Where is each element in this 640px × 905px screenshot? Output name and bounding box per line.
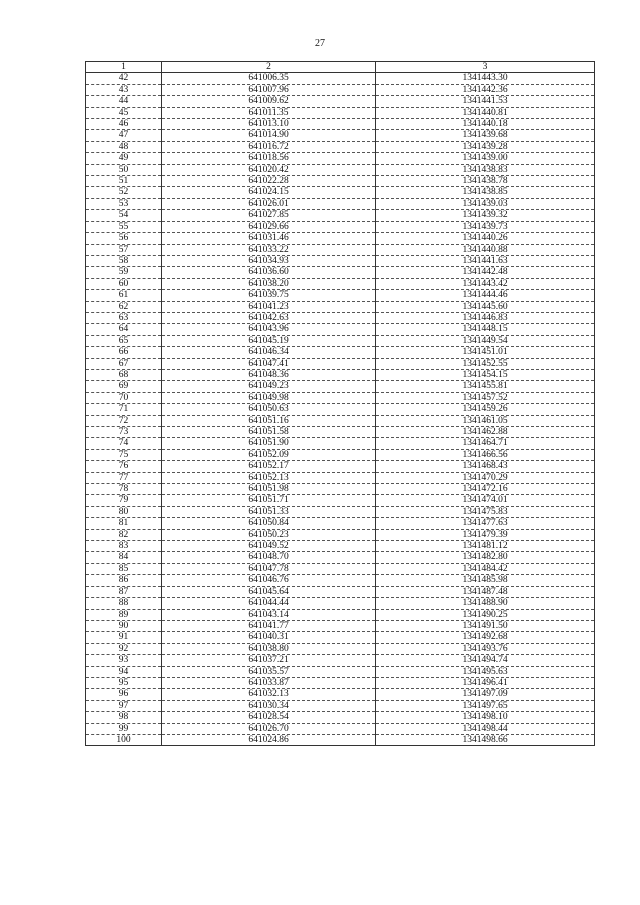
cell-point-number: 81 xyxy=(86,518,162,529)
cell-y-coordinate: 1341498.10 xyxy=(376,712,595,723)
cell-y-coordinate: 1341439.03 xyxy=(376,198,595,209)
cell-y-coordinate: 1341439.68 xyxy=(376,130,595,141)
cell-point-number: 47 xyxy=(86,130,162,141)
table-row xyxy=(86,632,595,643)
cell-point-number: 83 xyxy=(86,541,162,552)
table-row xyxy=(86,586,595,597)
cell-x-coordinate: 641051.58 xyxy=(162,427,376,438)
cell-x-coordinate: 641051.98 xyxy=(162,484,376,495)
cell-x-coordinate: 641032.13 xyxy=(162,689,376,700)
table-row xyxy=(86,643,595,654)
cell-point-number: 90 xyxy=(86,620,162,631)
cell-y-coordinate: 1341448.15 xyxy=(376,324,595,335)
cell-x-coordinate: 641047.78 xyxy=(162,563,376,574)
table-row xyxy=(86,301,595,312)
cell-point-number: 84 xyxy=(86,552,162,563)
table-row xyxy=(86,723,595,734)
cell-point-number: 55 xyxy=(86,221,162,232)
cell-y-coordinate: 1341452.55 xyxy=(376,358,595,369)
cell-point-number: 42 xyxy=(86,73,162,84)
cell-point-number: 86 xyxy=(86,575,162,586)
table-row xyxy=(86,415,595,426)
cell-y-coordinate: 1341440.81 xyxy=(376,107,595,118)
cell-point-number: 63 xyxy=(86,312,162,323)
cell-point-number: 76 xyxy=(86,461,162,472)
cell-point-number: 88 xyxy=(86,598,162,609)
cell-y-coordinate: 1341466.56 xyxy=(376,449,595,460)
cell-x-coordinate: 641051.90 xyxy=(162,438,376,449)
cell-y-coordinate: 1341438.83 xyxy=(376,164,595,175)
cell-x-coordinate: 641043.14 xyxy=(162,609,376,620)
table-row xyxy=(86,404,595,415)
cell-point-number: 46 xyxy=(86,119,162,130)
cell-x-coordinate: 641007.96 xyxy=(162,84,376,95)
table-row xyxy=(86,198,595,209)
cell-x-coordinate: 641016.72 xyxy=(162,141,376,152)
cell-x-coordinate: 641031.46 xyxy=(162,233,376,244)
cell-x-coordinate: 641046.76 xyxy=(162,575,376,586)
cell-x-coordinate: 641033.22 xyxy=(162,244,376,255)
cell-y-coordinate: 1341445.60 xyxy=(376,301,595,312)
cell-y-coordinate: 1341498.44 xyxy=(376,723,595,734)
table-row xyxy=(86,518,595,529)
cell-point-number: 65 xyxy=(86,335,162,346)
cell-y-coordinate: 1341440.26 xyxy=(376,233,595,244)
table-row xyxy=(86,347,595,358)
cell-point-number: 51 xyxy=(86,176,162,187)
cell-point-number: 66 xyxy=(86,347,162,358)
cell-point-number: 82 xyxy=(86,529,162,540)
cell-point-number: 70 xyxy=(86,392,162,403)
cell-x-coordinate: 641052.17 xyxy=(162,461,376,472)
cell-y-coordinate: 1341479.39 xyxy=(376,529,595,540)
cell-y-coordinate: 1341442.36 xyxy=(376,84,595,95)
table-row xyxy=(86,119,595,130)
cell-y-coordinate: 1341472.16 xyxy=(376,484,595,495)
cell-y-coordinate: 1341440.18 xyxy=(376,119,595,130)
page-number: 27 xyxy=(315,38,325,49)
cell-y-coordinate: 1341461.05 xyxy=(376,415,595,426)
cell-y-coordinate: 1341492.68 xyxy=(376,632,595,643)
cell-y-coordinate: 1341441.63 xyxy=(376,255,595,266)
table-row xyxy=(86,267,595,278)
cell-point-number: 43 xyxy=(86,84,162,95)
table-row xyxy=(86,495,595,506)
cell-x-coordinate: 641037.21 xyxy=(162,655,376,666)
table-row xyxy=(86,620,595,631)
table-row xyxy=(86,461,595,472)
table-row xyxy=(86,210,595,221)
cell-x-coordinate: 641038.20 xyxy=(162,278,376,289)
cell-point-number: 73 xyxy=(86,427,162,438)
cell-x-coordinate: 641048.70 xyxy=(162,552,376,563)
cell-point-number: 58 xyxy=(86,255,162,266)
table-row xyxy=(86,666,595,677)
cell-point-number: 78 xyxy=(86,484,162,495)
cell-y-coordinate: 1341451.01 xyxy=(376,347,595,358)
cell-y-coordinate: 1341455.81 xyxy=(376,381,595,392)
cell-y-coordinate: 1341439.73 xyxy=(376,221,595,232)
cell-point-number: 77 xyxy=(86,472,162,483)
cell-point-number: 89 xyxy=(86,609,162,620)
cell-point-number: 92 xyxy=(86,643,162,654)
cell-y-coordinate: 1341497.65 xyxy=(376,700,595,711)
cell-x-coordinate: 641044.44 xyxy=(162,598,376,609)
cell-x-coordinate: 641049.23 xyxy=(162,381,376,392)
cell-point-number: 53 xyxy=(86,198,162,209)
table-row xyxy=(86,655,595,666)
table-row xyxy=(86,563,595,574)
cell-x-coordinate: 641027.85 xyxy=(162,210,376,221)
cell-point-number: 100 xyxy=(86,734,162,745)
table-row xyxy=(86,290,595,301)
cell-y-coordinate: 1341454.15 xyxy=(376,369,595,380)
cell-x-coordinate: 641051.16 xyxy=(162,415,376,426)
cell-point-number: 94 xyxy=(86,666,162,677)
cell-point-number: 44 xyxy=(86,96,162,107)
cell-x-coordinate: 641051.71 xyxy=(162,495,376,506)
cell-point-number: 93 xyxy=(86,655,162,666)
cell-point-number: 69 xyxy=(86,381,162,392)
cell-x-coordinate: 641041.23 xyxy=(162,301,376,312)
cell-x-coordinate: 641013.10 xyxy=(162,119,376,130)
table-body xyxy=(86,73,595,746)
table-row xyxy=(86,392,595,403)
cell-y-coordinate: 1341485.98 xyxy=(376,575,595,586)
cell-point-number: 98 xyxy=(86,712,162,723)
cell-x-coordinate: 641029.66 xyxy=(162,221,376,232)
cell-point-number: 95 xyxy=(86,677,162,688)
cell-x-coordinate: 641006.35 xyxy=(162,73,376,84)
table-row xyxy=(86,734,595,745)
cell-point-number: 54 xyxy=(86,210,162,221)
cell-y-coordinate: 1341449.54 xyxy=(376,335,595,346)
cell-x-coordinate: 641018.56 xyxy=(162,153,376,164)
cell-y-coordinate: 1341470.29 xyxy=(376,472,595,483)
table-row xyxy=(86,484,595,495)
cell-point-number: 57 xyxy=(86,244,162,255)
table-row xyxy=(86,164,595,175)
table-row xyxy=(86,255,595,266)
cell-point-number: 79 xyxy=(86,495,162,506)
table-header-row xyxy=(86,62,595,73)
column-header-y: 3 xyxy=(376,62,595,73)
cell-point-number: 61 xyxy=(86,290,162,301)
cell-x-coordinate: 641050.23 xyxy=(162,529,376,540)
cell-x-coordinate: 641046.34 xyxy=(162,347,376,358)
table-row xyxy=(86,677,595,688)
table-row xyxy=(86,712,595,723)
table-row xyxy=(86,541,595,552)
cell-y-coordinate: 1341443.42 xyxy=(376,278,595,289)
cell-x-coordinate: 641026.01 xyxy=(162,198,376,209)
cell-y-coordinate: 1341442.48 xyxy=(376,267,595,278)
table-row xyxy=(86,324,595,335)
cell-x-coordinate: 641045.64 xyxy=(162,586,376,597)
table-row xyxy=(86,700,595,711)
cell-x-coordinate: 641043.96 xyxy=(162,324,376,335)
table-row xyxy=(86,141,595,152)
cell-y-coordinate: 1341491.50 xyxy=(376,620,595,631)
cell-y-coordinate: 1341487.48 xyxy=(376,586,595,597)
cell-x-coordinate: 641048.36 xyxy=(162,369,376,380)
cell-x-coordinate: 641034.93 xyxy=(162,255,376,266)
cell-y-coordinate: 1341493.76 xyxy=(376,643,595,654)
cell-y-coordinate: 1341498.66 xyxy=(376,734,595,745)
cell-x-coordinate: 641051.33 xyxy=(162,506,376,517)
table-row xyxy=(86,335,595,346)
cell-point-number: 96 xyxy=(86,689,162,700)
table-row xyxy=(86,73,595,84)
table-row xyxy=(86,358,595,369)
cell-x-coordinate: 641039.75 xyxy=(162,290,376,301)
cell-x-coordinate: 641028.54 xyxy=(162,712,376,723)
cell-point-number: 97 xyxy=(86,700,162,711)
cell-x-coordinate: 641050.84 xyxy=(162,518,376,529)
cell-y-coordinate: 1341488.90 xyxy=(376,598,595,609)
cell-x-coordinate: 641024.86 xyxy=(162,734,376,745)
coordinates-table xyxy=(85,61,595,746)
cell-point-number: 71 xyxy=(86,404,162,415)
cell-x-coordinate: 641040.31 xyxy=(162,632,376,643)
table-row xyxy=(86,529,595,540)
cell-y-coordinate: 1341481.12 xyxy=(376,541,595,552)
cell-x-coordinate: 641033.87 xyxy=(162,677,376,688)
cell-x-coordinate: 641026.70 xyxy=(162,723,376,734)
table-row xyxy=(86,107,595,118)
cell-x-coordinate: 641030.34 xyxy=(162,700,376,711)
cell-point-number: 60 xyxy=(86,278,162,289)
cell-y-coordinate: 1341494.74 xyxy=(376,655,595,666)
cell-y-coordinate: 1341446.83 xyxy=(376,312,595,323)
table-row xyxy=(86,176,595,187)
cell-x-coordinate: 641024.15 xyxy=(162,187,376,198)
cell-y-coordinate: 1341439.00 xyxy=(376,153,595,164)
cell-point-number: 49 xyxy=(86,153,162,164)
cell-y-coordinate: 1341438.78 xyxy=(376,176,595,187)
cell-point-number: 99 xyxy=(86,723,162,734)
table-row xyxy=(86,312,595,323)
cell-x-coordinate: 641011.35 xyxy=(162,107,376,118)
cell-x-coordinate: 641049.52 xyxy=(162,541,376,552)
table-row xyxy=(86,575,595,586)
table-row xyxy=(86,244,595,255)
cell-x-coordinate: 641038.80 xyxy=(162,643,376,654)
column-header-point: 1 xyxy=(86,62,162,73)
cell-x-coordinate: 641022.28 xyxy=(162,176,376,187)
cell-point-number: 48 xyxy=(86,141,162,152)
cell-point-number: 52 xyxy=(86,187,162,198)
cell-y-coordinate: 1341459.26 xyxy=(376,404,595,415)
cell-y-coordinate: 1341444.46 xyxy=(376,290,595,301)
table-row xyxy=(86,96,595,107)
cell-y-coordinate: 1341438.85 xyxy=(376,187,595,198)
cell-point-number: 74 xyxy=(86,438,162,449)
table-row xyxy=(86,84,595,95)
table-row xyxy=(86,689,595,700)
cell-y-coordinate: 1341468.43 xyxy=(376,461,595,472)
table-row xyxy=(86,130,595,141)
cell-y-coordinate: 1341496.41 xyxy=(376,677,595,688)
cell-y-coordinate: 1341482.80 xyxy=(376,552,595,563)
table-row xyxy=(86,427,595,438)
cell-y-coordinate: 1341462.88 xyxy=(376,427,595,438)
cell-point-number: 85 xyxy=(86,563,162,574)
cell-y-coordinate: 1341475.83 xyxy=(376,506,595,517)
cell-point-number: 64 xyxy=(86,324,162,335)
cell-x-coordinate: 641036.60 xyxy=(162,267,376,278)
cell-x-coordinate: 641050.63 xyxy=(162,404,376,415)
cell-point-number: 72 xyxy=(86,415,162,426)
cell-x-coordinate: 641009.62 xyxy=(162,96,376,107)
cell-point-number: 62 xyxy=(86,301,162,312)
cell-point-number: 87 xyxy=(86,586,162,597)
cell-x-coordinate: 641052.13 xyxy=(162,472,376,483)
cell-point-number: 45 xyxy=(86,107,162,118)
cell-point-number: 68 xyxy=(86,369,162,380)
column-header-x: 2 xyxy=(162,62,376,73)
cell-x-coordinate: 641020.42 xyxy=(162,164,376,175)
table-row xyxy=(86,381,595,392)
table-row xyxy=(86,438,595,449)
cell-point-number: 80 xyxy=(86,506,162,517)
cell-point-number: 75 xyxy=(86,449,162,460)
cell-y-coordinate: 1341457.52 xyxy=(376,392,595,403)
cell-y-coordinate: 1341440.88 xyxy=(376,244,595,255)
table-row xyxy=(86,369,595,380)
cell-point-number: 91 xyxy=(86,632,162,643)
table-row xyxy=(86,278,595,289)
cell-y-coordinate: 1341441.53 xyxy=(376,96,595,107)
table-row xyxy=(86,609,595,620)
cell-point-number: 67 xyxy=(86,358,162,369)
cell-y-coordinate: 1341443.30 xyxy=(376,73,595,84)
cell-x-coordinate: 641042.63 xyxy=(162,312,376,323)
cell-y-coordinate: 1341477.63 xyxy=(376,518,595,529)
table-row xyxy=(86,598,595,609)
table-row xyxy=(86,472,595,483)
cell-x-coordinate: 641035.57 xyxy=(162,666,376,677)
cell-x-coordinate: 641049.98 xyxy=(162,392,376,403)
cell-y-coordinate: 1341474.01 xyxy=(376,495,595,506)
cell-y-coordinate: 1341439.28 xyxy=(376,141,595,152)
cell-y-coordinate: 1341490.25 xyxy=(376,609,595,620)
cell-y-coordinate: 1341464.71 xyxy=(376,438,595,449)
table-row xyxy=(86,233,595,244)
cell-x-coordinate: 641014.90 xyxy=(162,130,376,141)
cell-point-number: 56 xyxy=(86,233,162,244)
table-row xyxy=(86,187,595,198)
cell-x-coordinate: 641052.09 xyxy=(162,449,376,460)
table-row xyxy=(86,506,595,517)
table-row xyxy=(86,552,595,563)
cell-x-coordinate: 641041.77 xyxy=(162,620,376,631)
cell-y-coordinate: 1341484.42 xyxy=(376,563,595,574)
cell-y-coordinate: 1341497.09 xyxy=(376,689,595,700)
cell-x-coordinate: 641045.19 xyxy=(162,335,376,346)
table-row xyxy=(86,153,595,164)
table-row xyxy=(86,449,595,460)
cell-y-coordinate: 1341439.32 xyxy=(376,210,595,221)
table-row xyxy=(86,221,595,232)
cell-point-number: 59 xyxy=(86,267,162,278)
cell-y-coordinate: 1341495.63 xyxy=(376,666,595,677)
cell-point-number: 50 xyxy=(86,164,162,175)
cell-x-coordinate: 641047.41 xyxy=(162,358,376,369)
